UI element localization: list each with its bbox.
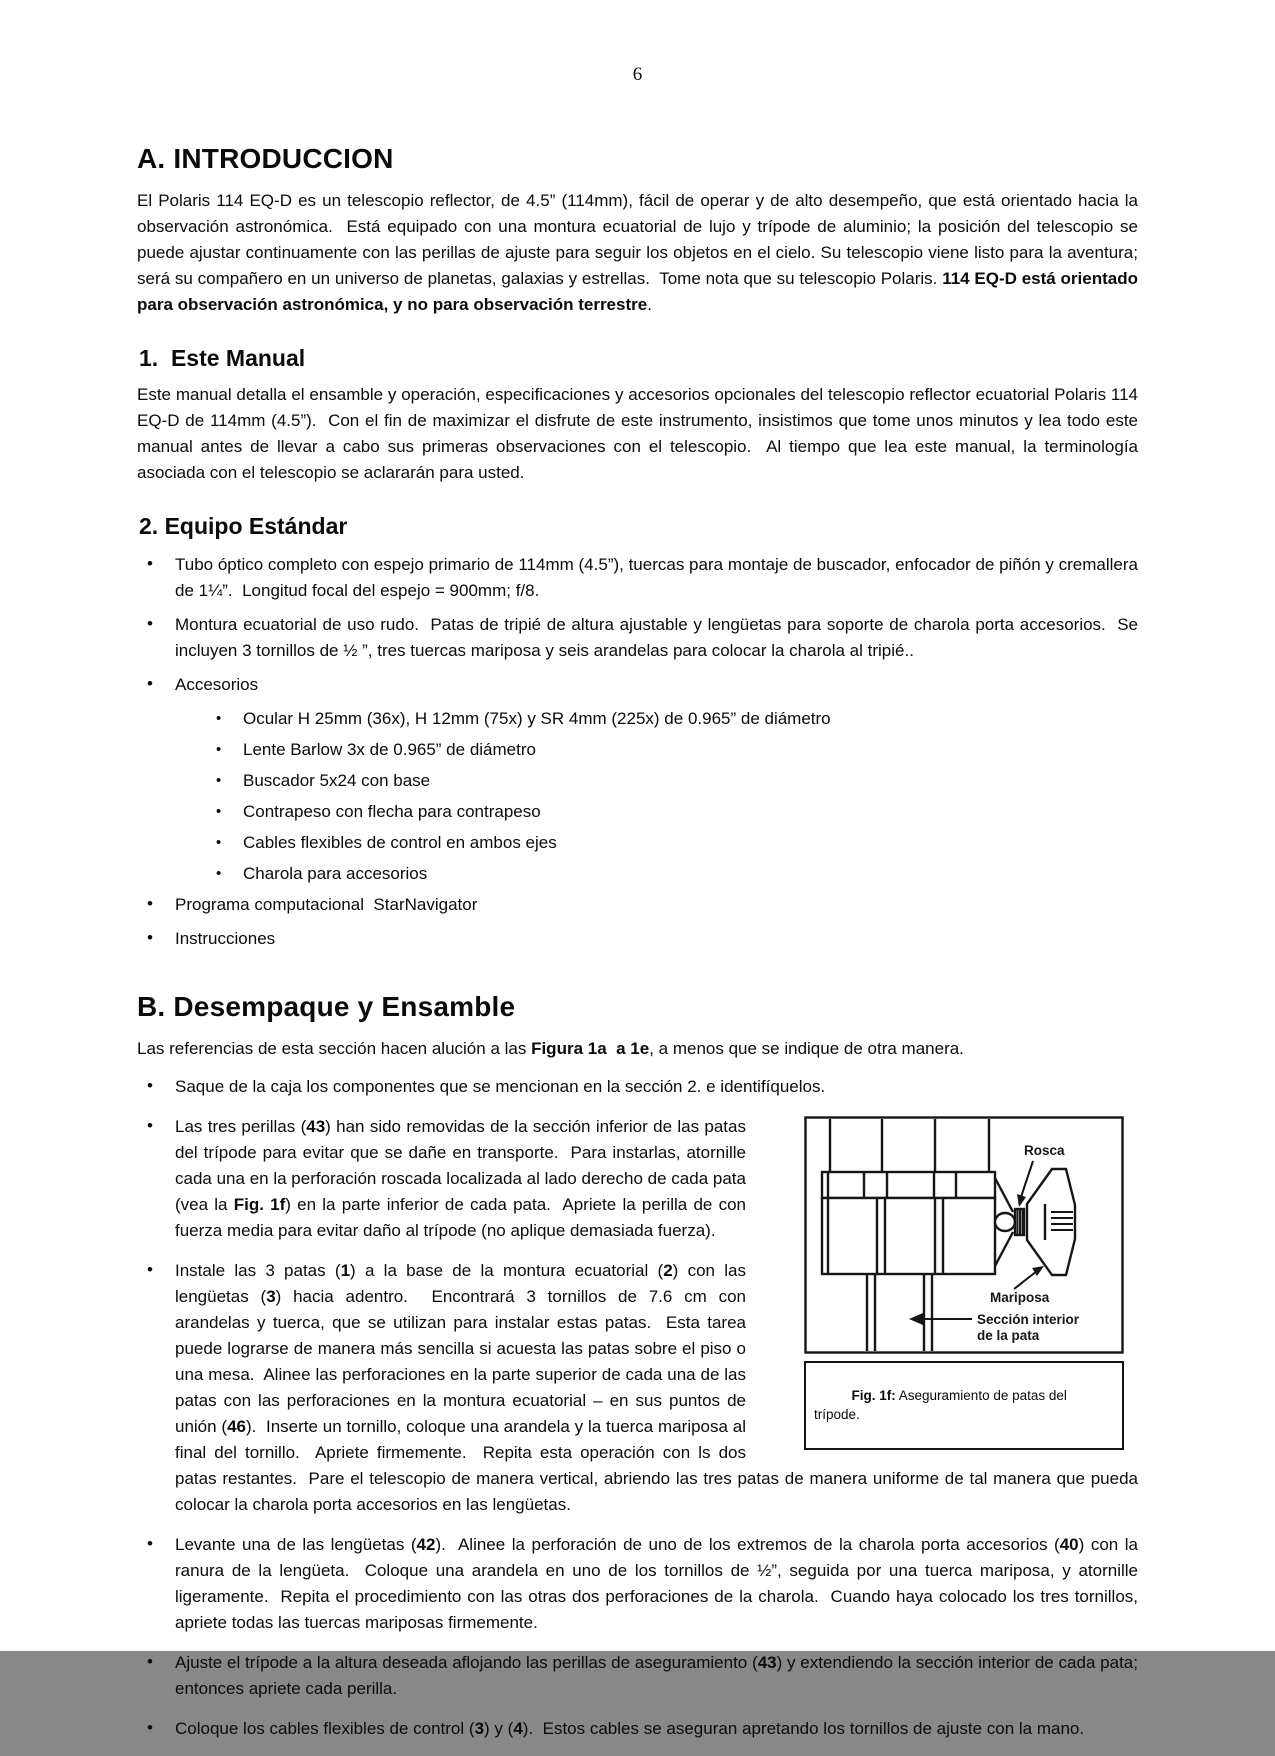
equipment-item-accesorios xyxy=(137,672,1138,698)
assembly-step-text: Levante una de las lengüetas (42). Alinee la perforación de uno de los extremos de la charola porta accesorios (40) con la ranura de la lengüeta. Coloque una arandela en uno de los tornillos de ½”, seguida por una tuerca mariposa, y atornille ligeramente. Repita el procedimiento con las otras dos perforaciones de la charola. Cuando haya colocado los tres tornillos, apriete todas las tuercas mariposas firmemente. xyxy=(175,1535,1143,1632)
section-a-heading: A. INTRODUCCION xyxy=(137,143,394,174)
accessory-item-charola xyxy=(137,861,1138,887)
accessory-item-text: Cables flexibles de control en ambos ejes xyxy=(243,833,557,852)
equipment-item-instrucciones xyxy=(137,926,1138,952)
figure-label-mariposa: Mariposa xyxy=(990,1290,1050,1305)
bullet-icon: • xyxy=(147,928,153,947)
bullet-icon: • xyxy=(147,1652,153,1671)
accessory-item-cables xyxy=(137,830,1138,856)
bullet-icon: • xyxy=(147,894,153,913)
section-2-heading: 2. Equipo Estándar xyxy=(139,513,348,539)
bullet-icon: • xyxy=(147,1116,153,1135)
bullet-icon: • xyxy=(216,834,222,851)
assembly-step-text: Las tres perillas (43) han sido removidas de la sección inferior de las patas del trípode para evitar que se dañe en transporte. Para instarlas, atornille cada una en la perforación roscada localizada al lado derecho de cada pata (vea la Fig. 1f) en la parte inferior de cada pata. Apriete la perilla de con fuerza media para evitar daño al trípode (no aplique demasiada fuerza). xyxy=(175,1117,751,1240)
equipment-item-text: Tubo óptico completo con espejo primario de 114mm (4.5”), tuercas para montaje de buscador, enfocador de piñón y cremallera de 1¼”. Longitud focal del espejo = 900mm; f/8. xyxy=(175,555,1143,600)
bullet-icon: • xyxy=(147,614,153,633)
accessory-item-text: Buscador 5x24 con base xyxy=(243,771,431,790)
assembly-steps xyxy=(137,1074,1143,1756)
figure-label-seccion-line1: Sección interior xyxy=(977,1312,1080,1327)
bullet-icon: • xyxy=(216,710,222,727)
accessory-item-contrapeso xyxy=(137,799,1138,825)
assembly-step-perillas xyxy=(137,1114,1138,1244)
figure-caption-label: Fig. 1f: xyxy=(851,1388,896,1403)
assembly-step-patas xyxy=(137,1258,1143,1518)
equipment-item-montura xyxy=(137,612,1143,664)
bullet-icon: • xyxy=(147,1534,153,1553)
accessory-item-text: Lente Barlow 3x de 0.965” de diámetro xyxy=(243,740,536,759)
accessory-item-text: Charola para accesorios xyxy=(243,864,428,883)
assembly-step-saque xyxy=(137,1074,1138,1100)
equipment-list xyxy=(137,552,1143,952)
assembly-step-text: Instale las 3 patas (1) a la base de la montura ecuatorial (2) con las lengüetas (3) hacia adentro. Encontrará 3 tornillos de 7.6 cm con arandelas y tuerca, que se utilizan para instalar estas patas. Esta tarea puede lograrse de manera más sencilla si acuesta las patas sobre el piso o una mesa. Alinee las perforaciones en la parte superior de cada una de las patas con las perforaciones en la montura ecuatorial – en sus puntos de unión (46). Inserte un tornillo, coloque una arandela y la tuerca mariposa al final del tornillo. Apriete firmemente. Repita esta operación con ls dos patas restantes. Pare el telescopio de manera vertical, abriendo las tres patas de manera uniforme de tal manera que pueda colocar la charola porta accesorios en las lengüetas. xyxy=(175,1261,1143,1514)
equipment-item-text: Programa computacional StarNavigator xyxy=(175,895,478,914)
accessory-item-text: Contrapeso con flecha para contrapeso xyxy=(243,802,541,821)
assembly-step-altura xyxy=(137,1650,1143,1702)
assembly-step-cables xyxy=(137,1716,1138,1742)
accessory-item-ocular xyxy=(137,706,1138,732)
section-b-intro: Las referencias de esta sección hacen alución a las Figura 1a a 1e, a menos que se indique de otra manera. xyxy=(137,1039,964,1058)
assembly-step-lenguetas xyxy=(137,1532,1143,1636)
bullet-icon: • xyxy=(147,674,153,693)
equipment-item-text: Montura ecuatorial de uso rudo. Patas de tripié de altura ajustable y lengüetas para soporte de charola porta accesorios. Se incluyen 3 tornillos de ½ ”, tres tuercas mariposa y seis arandelas para colocar la charola al tripié.. xyxy=(175,615,1143,660)
figure-caption-text: Aseguramiento de patas del trípode. xyxy=(814,1388,1071,1422)
accessory-item-text: Ocular H 25mm (36x), H 12mm (75x) y SR 4mm (225x) de 0.965” de diámetro xyxy=(243,709,831,728)
assembly-step-text: Coloque los cables flexibles de control (3) y (4). Estos cables se aseguran apretando los tornillos de ajuste con la mano. xyxy=(175,1719,1085,1738)
este-manual-paragraph: Este manual detalla el ensamble y operación, especificaciones y accesorios opcionales del telescopio reflector ecuatorial Polaris 114 EQ-D de 114mm (4.5”). Con el fin de maximizar el disfrute de este instrumento, insistimos que tome unos minutos y lea todo este manual antes de llevar a cabo sus primeras observaciones con el telescopio. Al tiempo que lea este manual, la terminología asociada con el telescopio se aclararán para usted. xyxy=(137,385,1143,482)
section-b-heading: B. Desempaque y Ensamble xyxy=(137,991,516,1022)
equipment-item-programa xyxy=(137,892,1138,918)
accessory-item-buscador xyxy=(137,768,1138,794)
page-content xyxy=(137,64,1143,1756)
equipment-item-text: Instrucciones xyxy=(175,929,276,948)
bullet-icon: • xyxy=(147,1076,153,1095)
assembly-step-text: Ajuste el trípode a la altura deseada aflojando las perillas de aseguramiento (43) y extendiendo la sección interior de cada pata; entonces apriete cada perilla. xyxy=(175,1653,1143,1698)
bullet-icon: • xyxy=(216,772,222,789)
bullet-icon: • xyxy=(147,1260,153,1279)
intro-paragraph: El Polaris 114 EQ-D es un telescopio reflector, de 4.5” (114mm), fácil de operar y de alto desempeño, que está orientado hacia la observación astronómica. Está equipado con una montura ecuatorial de lujo y trípode de aluminio; la posición del telescopio se puede ajustar continuamente con las perillas de ajuste para seguir los objetos en el cielo. Su telescopio viene listo para la aventura; será su compañero en un universo de planetas, galaxias y estrellas. Tome nota que su telescopio Polaris. 114 EQ-D está orientado para observación astronómica, y no para observación terrestre. xyxy=(137,191,1143,314)
section-1-heading: 1. Este Manual xyxy=(139,345,306,371)
figure-label-seccion-line2: de la pata xyxy=(977,1328,1040,1343)
equipment-item-text: Accesorios xyxy=(175,675,259,694)
page-number: 6 xyxy=(632,64,643,85)
bullet-icon: • xyxy=(216,865,222,882)
bullet-icon: • xyxy=(216,803,222,820)
assembly-step-text: Saque de la caja los componentes que se mencionan en la sección 2. e identifíquelos. xyxy=(175,1077,826,1096)
bullet-icon: • xyxy=(216,741,222,758)
bullet-icon: • xyxy=(147,1718,153,1737)
bullet-icon: • xyxy=(147,554,153,573)
figure-label-rosca: Rosca xyxy=(1024,1143,1065,1158)
accessory-item-barlow xyxy=(137,737,1138,763)
equipment-item-tubo xyxy=(137,552,1143,604)
